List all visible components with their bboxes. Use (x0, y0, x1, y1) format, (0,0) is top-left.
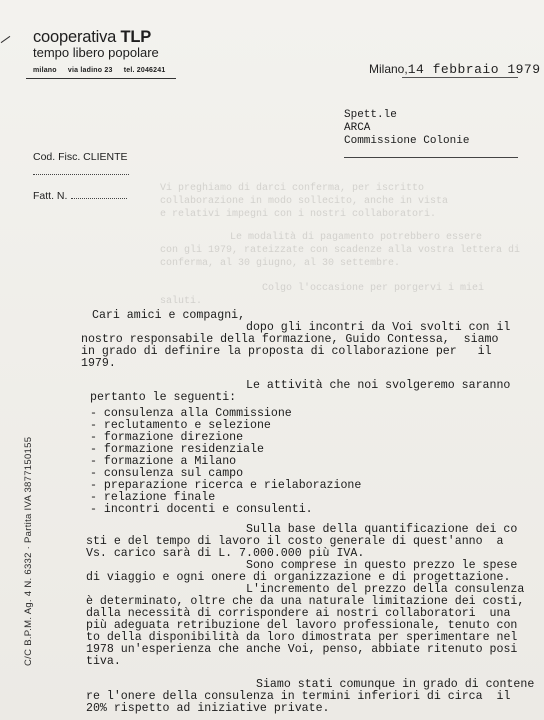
bank-info-sidebar: C/C B.P.M. Ag. 4 N. 6332 · Partita IVA 3877150155 (23, 436, 34, 666)
address-city: milano (33, 67, 57, 74)
body-line: Sulla base della quantificazione dei co (246, 523, 518, 536)
salutation: Cari amici e compagni, (92, 309, 246, 322)
body-line: tiva. (86, 655, 121, 668)
body-line: più adeguata retribuzione del lavoro professionale, tenuto con (86, 619, 518, 632)
fatt-dotted-line (71, 190, 127, 199)
bleed-line: saluti. (160, 296, 203, 307)
body-line: Siamo stati comunque in grado di contene (256, 678, 535, 691)
body-line: in grado di definire la proposta di collaborazione per il (81, 345, 492, 358)
list-item: - preparazione ricerca e rielaborazione (90, 479, 362, 492)
cod-fisc-dotted-line (33, 166, 129, 175)
date-year: 1979 (507, 62, 541, 77)
list-item: - incontri docenti e consulenti. (90, 503, 313, 516)
fatt-field (33, 190, 127, 202)
letterhead-address (33, 67, 174, 74)
recipient-line-2: ARCA (344, 122, 371, 134)
bleed-line: collaborazione in modo sollecito, anche in vista (160, 196, 449, 207)
date-day-month: 14 febbraio (407, 62, 500, 77)
body-line: Le attività che noi svolgeremo saranno (246, 379, 511, 392)
body-line: re l'onere della consulenza in termini inferiori di circa il (86, 690, 511, 703)
address-phone: tel. 2046241 (123, 67, 166, 74)
list-item: - formazione direzione (90, 431, 244, 444)
body-line: to della disponibilità da loro dimostrata per sperimentare nel (86, 631, 518, 644)
date-city: Milano, (369, 62, 408, 76)
brand-name: TLP (120, 28, 152, 46)
letterhead-rule (26, 78, 176, 79)
body-line: nostro responsabile della formazione, Guido Contessa, siamo (81, 333, 499, 346)
bleed-line: Vi preghiamo di darci conferma, per iscritto (160, 183, 425, 194)
list-item: - formazione a Milano (90, 455, 237, 468)
list-item: - consulenza sul campo (90, 467, 244, 480)
list-item: - consulenza alla Commissione (90, 407, 292, 420)
address-street: via ladino 23 (67, 67, 113, 74)
cod-fisc-label: Cod. Fisc. CLIENTE (33, 151, 128, 163)
list-item: - formazione residenziale (90, 443, 264, 456)
list-item: - relazione finale (90, 491, 216, 504)
recipient-line-1: Spett.le (344, 109, 397, 121)
body-line: 20% rispetto ad iniziative private. (86, 702, 330, 715)
recipient-line-3: Commissione Colonie (344, 135, 470, 147)
bleed-line: e relativi impegni con i nostri collaboratori. (160, 209, 437, 220)
recipient-underline (344, 157, 518, 158)
body-line: L'incremento del prezzo della consulenza (246, 583, 525, 596)
bleed-line: conferma, al 30 giugno, al 30 settembre. (160, 258, 401, 269)
body-line: 1978 un'esperienza che anche Voi, penso, abbiate ritenuto posi (86, 643, 518, 656)
bleed-line: Colgo l'occasione per porgervi i miei (262, 283, 485, 294)
bleed-line: Le modalità di pagamento potrebbero essere (230, 232, 483, 243)
body-line: dalla necessità di corrispondere ai nostri collaboratori una (86, 607, 511, 620)
body-line: di viaggio e ogni onere di organizzazione e di progettazione. (86, 571, 511, 584)
body-line: è determinato, oltre che da una naturale limitazione dei costi, (86, 595, 525, 608)
date-underline (402, 77, 518, 78)
list-item: - reclutamento e selezione (90, 419, 271, 432)
fold-mark (1, 36, 11, 43)
body-line: 1979. (81, 357, 116, 370)
body-line: pertanto le seguenti: (90, 391, 237, 404)
bleed-line: con gli 1979, rateizzate con scadenze alla vostra lettera di (160, 245, 521, 256)
letterhead-tagline: tempo libero popolare (33, 45, 159, 60)
body-line: Sono comprese in questo prezzo le spese (246, 559, 518, 572)
body-line: sti e del tempo di lavoro il costo generale di quest'anno a (86, 535, 504, 548)
body-line: Vs. carico sarà di L. 7.000.000 più IVA. (86, 547, 365, 560)
fatt-label: Fatt. N. (33, 190, 68, 202)
brand-prefix: cooperativa (33, 28, 117, 46)
body-line: dopo gli incontri da Voi svolti con il (246, 321, 511, 334)
letter-date (369, 62, 541, 77)
